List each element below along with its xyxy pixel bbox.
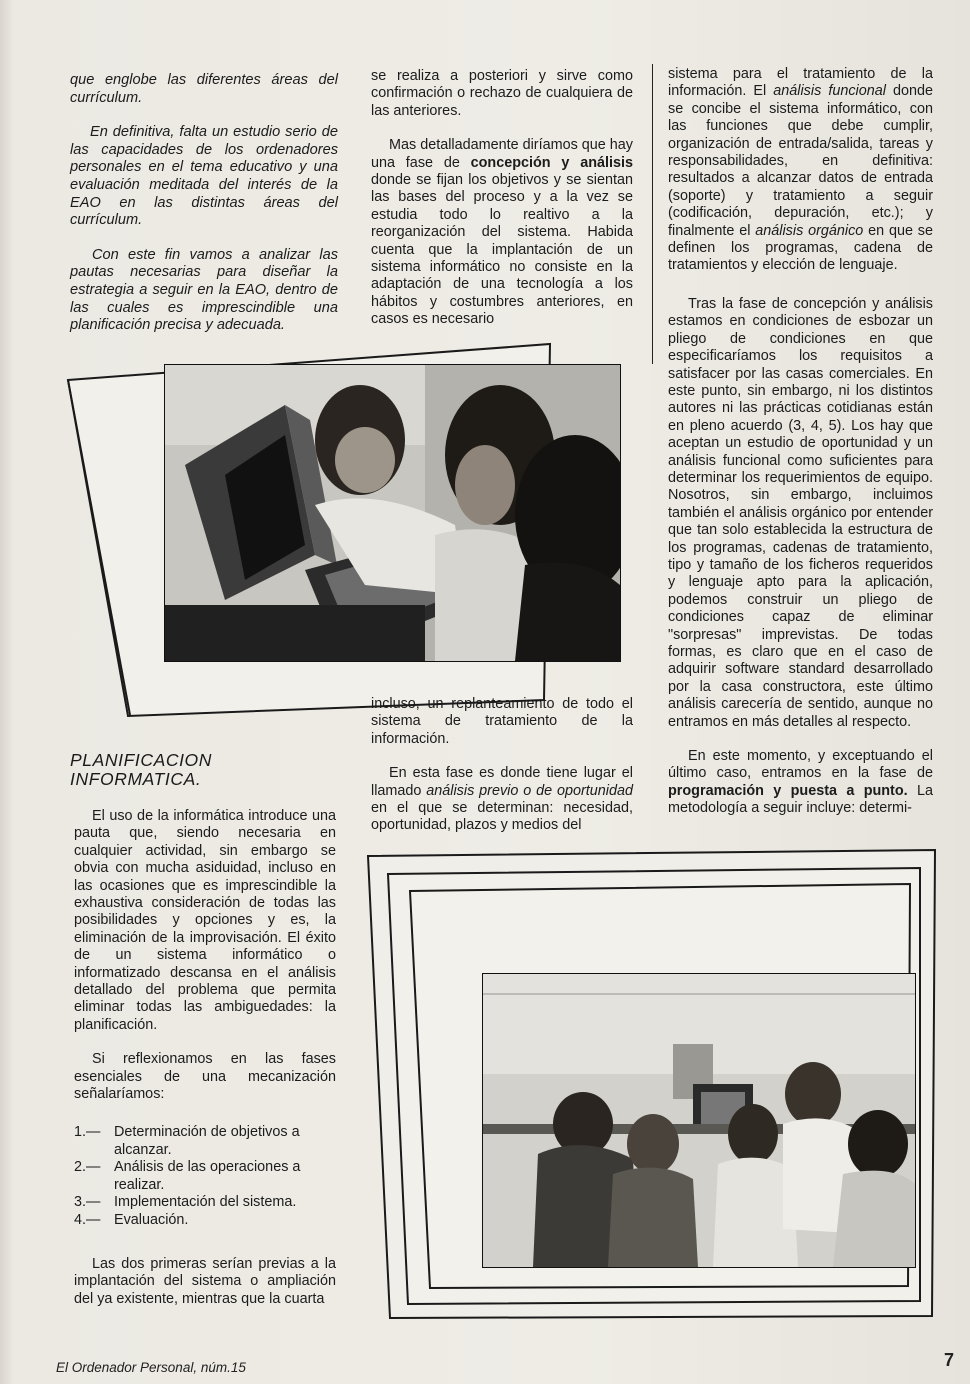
heading-line: PLANIFICACION bbox=[70, 750, 212, 770]
paragraph: Tras la fase de concepción y análisis estamos en condiciones de esbozar un pliego de condiciones en que especificaríamos los requisitos a satisfacer por las casas comerciales. En este punto, sin embargo, ni los distintos autores ni las prácticas cotidianas están en pleno acuerdo (3, 4, 5). Los hay que aceptan un estudio de oportunidad y un análisis funcional como suficientes para determinar los requerimientos de equipo. Nosotros, sin embargo, incluimos también el análisis orgánico por entender que tan solo establecida la estructura de los programas, cadenas de tratamiento, tipo y tamaño de los ficheros requeridos y lenguaje apto para la aplicación, podemos construir un pliego de condiciones capaz de eliminar "sorpresas" imprevistas. De todas formas, es claro que en el caso de adquirir software standard desarrollado por la casa constructora, este último análisis carecería de sentido, aunque no entramos en más detalles al respecto. bbox=[668, 295, 933, 730]
paragraph bbox=[371, 137, 633, 328]
paragraph: Las dos primeras serían previas a la implantación del sistema o ampliación del ya existente, mientras que la cuarta bbox=[74, 1256, 336, 1307]
photo-illustration bbox=[483, 974, 915, 1267]
list-text: Evaluación. bbox=[114, 1211, 189, 1228]
text-run: La metodología a seguir incluye: determi- bbox=[668, 782, 933, 817]
text-run: en que se definen los programas, cadena de tratamientos y elección de lenguaje. bbox=[668, 222, 933, 274]
column-1-top bbox=[70, 72, 338, 335]
text-run: Mas detalladamente diríamos que hay una fase de bbox=[371, 137, 633, 171]
column-1-end bbox=[74, 1256, 336, 1308]
paragraph: En definitiva, falta un estudio serio de las capacidades de los ordenadores personales en el tema educativo y una evaluación meditada del interés de la EAO en las distintas áreas del currículum. bbox=[70, 124, 338, 229]
text-run: donde se fijan los objetivos y se sientan las bases del proceso y a la vez se estudia todo lo realtivo a la reorganización del sistema. Habida cuenta que la implantación de un sistema informático no consiste en la adaptación de una tecnología a los hábitos y costumbres anteriores, en casos es necesario bbox=[371, 172, 633, 328]
paragraph bbox=[668, 748, 933, 818]
heading-line: INFORMATICA. bbox=[70, 769, 202, 789]
list-text: Determinación de objetivos a alcanzar. bbox=[114, 1124, 300, 1158]
phases-list bbox=[74, 1124, 344, 1229]
list-number: 3.— bbox=[74, 1194, 101, 1210]
bold-term: programación y puesta a punto. bbox=[668, 782, 908, 799]
column-2-top bbox=[371, 68, 633, 329]
photo-children-at-computer bbox=[164, 364, 621, 662]
list-number: 1.— bbox=[74, 1124, 101, 1140]
paragraph: Con este fin vamos a analizar las pautas necesarias para diseñar la estrategia a seguir en la EAO, dentro de las cuales es imprescindible una planificación precisa y adecuada. bbox=[70, 246, 338, 334]
text-run: En este momento, y exceptuando el último caso, entramos en la fase de bbox=[668, 748, 933, 782]
page-number: 7 bbox=[944, 1350, 955, 1370]
list-item bbox=[74, 1159, 344, 1194]
text-run: En esta fase es donde tiene lugar el llamado bbox=[371, 765, 633, 799]
bold-term: concepción y análisis bbox=[470, 154, 633, 171]
paragraph: El uso de la informática introduce una pauta que, siendo necesaria en cualquier actividad, sin embargo se obvia con mucha asiduidad, incluso en las ocasiones que es imprescindible la exhaustiva consideración de todas las posibilidades y opciones y es, la eliminación de la improvisación. El éxito de un sistema informático o informatizado descansa en el análisis detallado del problema que permita eliminar todas las ambiguedades: la planificación. bbox=[74, 808, 336, 1033]
list-text: Análisis de las operaciones a realizar. bbox=[114, 1159, 301, 1193]
column-1-bottom bbox=[74, 808, 336, 1104]
photo-illustration bbox=[165, 365, 620, 661]
list-number: 4.— bbox=[74, 1211, 101, 1228]
list-item bbox=[74, 1212, 344, 1230]
paragraph bbox=[668, 66, 933, 275]
list-item bbox=[74, 1124, 344, 1159]
photo-classroom-computers bbox=[482, 973, 916, 1268]
paragraph bbox=[371, 765, 633, 835]
paragraph: incluso, un replanteamiento de todo el sistema de tratamiento de la información. bbox=[371, 696, 633, 747]
italic-term: análisis funcional bbox=[773, 83, 886, 100]
italic-term: análisis previo o de oportunidad bbox=[426, 782, 633, 799]
publication-footer: El Ordenador Personal, núm.15 bbox=[56, 1360, 246, 1375]
text-run: en el que se determinan: necesidad, oportunidad, plazos y medios del bbox=[371, 800, 633, 834]
list-text: Implementación del sistema. bbox=[114, 1194, 297, 1210]
column-divider bbox=[652, 64, 653, 364]
text-run: sistema para el tratamiento de la información. El bbox=[668, 66, 933, 100]
list-number: 2.— bbox=[74, 1159, 101, 1175]
section-heading bbox=[70, 751, 330, 789]
text-run: donde se concibe el sistema informático, con las funciones que debe cumplir, organización de entrada/salida, tareas y responsabilidades, en definitiva: resultados a alcanzar datos de entrada (soporte) y tratamiento a seguir (codificación, depuración, etc.); y finalmente el bbox=[668, 83, 933, 239]
italic-term: análisis orgánico bbox=[755, 222, 864, 239]
paragraph: se realiza a posteriori y sirve como confirmación o rechazo de cualquiera de las anteriores. bbox=[371, 68, 633, 119]
list-item bbox=[74, 1194, 344, 1212]
column-2-middle bbox=[371, 696, 633, 835]
column-3 bbox=[668, 66, 933, 818]
paragraph: Si reflexionamos en las fases esenciales de una mecanización señalaríamos: bbox=[74, 1051, 336, 1103]
paragraph: que englobe las diferentes áreas del currículum. bbox=[70, 72, 338, 106]
